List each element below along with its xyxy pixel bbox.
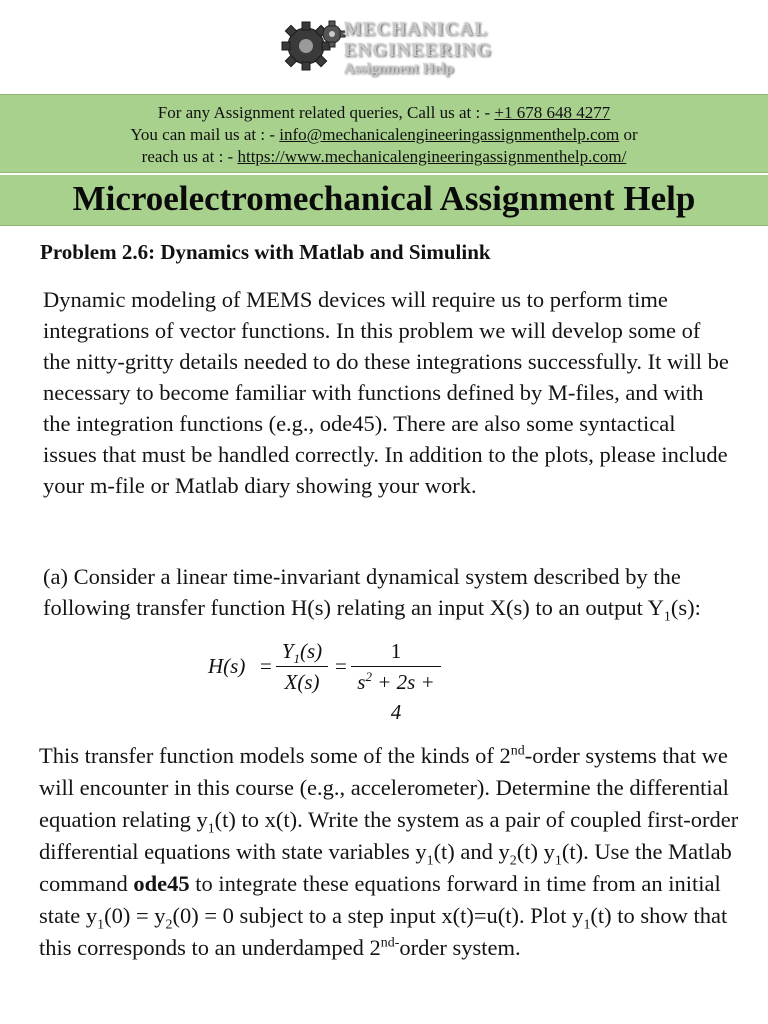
contact-banner [0,94,768,173]
desc-s6: (t). Use the Matlab command [39,839,732,896]
fraction-2-denominator [351,667,441,727]
desc-sub1: 1 [207,821,215,837]
transfer-function-equation [208,636,448,724]
logo-line-2: ENGINEERING [344,40,493,61]
fraction-one-over-poly [351,636,441,727]
desc-s1: This transfer function models some of the kinds of 2 [39,743,511,768]
fraction-1-numerator [276,636,328,666]
desc-s7: to integrate these equations forward in time from an initial state y [39,871,721,928]
num-y: Y [281,639,294,663]
desc-s11: order system. [399,935,521,960]
contact-email-line [0,124,768,146]
desc-sub5: 1 [97,917,105,933]
desc-s3: (t) to x(t). Write the system as a pair of coupled first-order differential equations with state variables y [39,807,739,864]
desc-sub6: 2 [165,917,173,933]
logo-line-1: MECHANICAL [344,19,489,40]
phone-label: For any Assignment related queries, Call us at : - [157,103,495,122]
logo-line-3: Assignment Help [344,61,454,77]
num-y-sub: 1 [293,651,301,667]
contact-url-line [0,146,768,168]
problem-heading: Problem 2.6: Dynamics with Matlab and Simulink [40,240,491,264]
desc-sub2: 1 [426,853,434,869]
desc-s5: (t) y [516,839,555,864]
desc-bold-ode45: ode45 [133,871,190,896]
website-link[interactable]: https://www.mechanicalengineeringassignmenthelp.com/ [237,147,627,166]
equals-sign-1: = [260,654,272,678]
email-label: You can mail us at : - [130,125,280,144]
fraction-y-over-x [276,636,328,697]
fraction-2-numerator: 1 [390,639,402,663]
part-a-sub: 1 [663,609,671,625]
desc-s8: (0) = y [104,903,166,928]
part-a-paragraph [43,561,733,623]
desc-s2: -order systems that we will encounter in this course (e.g., accelerometer). Determine the differential equation relating y [39,743,729,832]
equation-lhs: H(s) [208,654,246,678]
desc-s4: (t) and y [433,839,510,864]
den-sup: 2 [365,669,372,684]
desc-sub4: 1 [554,853,562,869]
gears-icon [278,18,348,74]
desc-sub7: 1 [583,917,591,933]
logo [0,0,768,92]
desc-sub3: 2 [509,853,517,869]
fraction-1-denominator: X(s) [284,670,320,694]
part-a-text: (a) Consider a linear time-invariant dynamical system described by the following transfer function H(s) relating an input X(s) to an output Y [43,564,681,620]
phone-link[interactable]: +1 678 648 4277 [494,103,611,122]
email-link[interactable]: info@mechanicalengineeringassignmenthelp.com [279,125,620,144]
num-y-rest: (s) [300,639,323,663]
email-suffix: or [619,125,638,144]
desc-s9: (0) = 0 subject to a step input x(t)=u(t). Plot y [172,903,584,928]
page-title: Microelectromechanical Assignment Help [0,175,768,226]
desc-sup1: nd [510,743,525,759]
den-s: s [357,670,366,694]
url-label: reach us at : - [141,147,238,166]
description-paragraph [39,740,739,964]
equals-sign-2: = [335,654,347,678]
contact-phone-line [0,102,768,124]
desc-sup2: nd- [380,935,400,951]
desc-s10: (t) to show that this corresponds to an underdamped 2 [39,903,728,960]
den-rest: + 2s + 4 [371,670,435,724]
part-a-text-end: (s): [670,595,701,620]
intro-paragraph: Dynamic modeling of MEMS devices will require us to perform time integrations of vector functions. In this problem we will develop some of the nitty-gritty details needed to do these integrations successfully. It will be necessary to become familiar with functions defined by M-files, and with the integration functions (e.g., ode45). There are also some syntactical issues that must be handled correctly. In addition to the plots, please include your m-file or Matlab diary showing your work. [43,287,729,498]
